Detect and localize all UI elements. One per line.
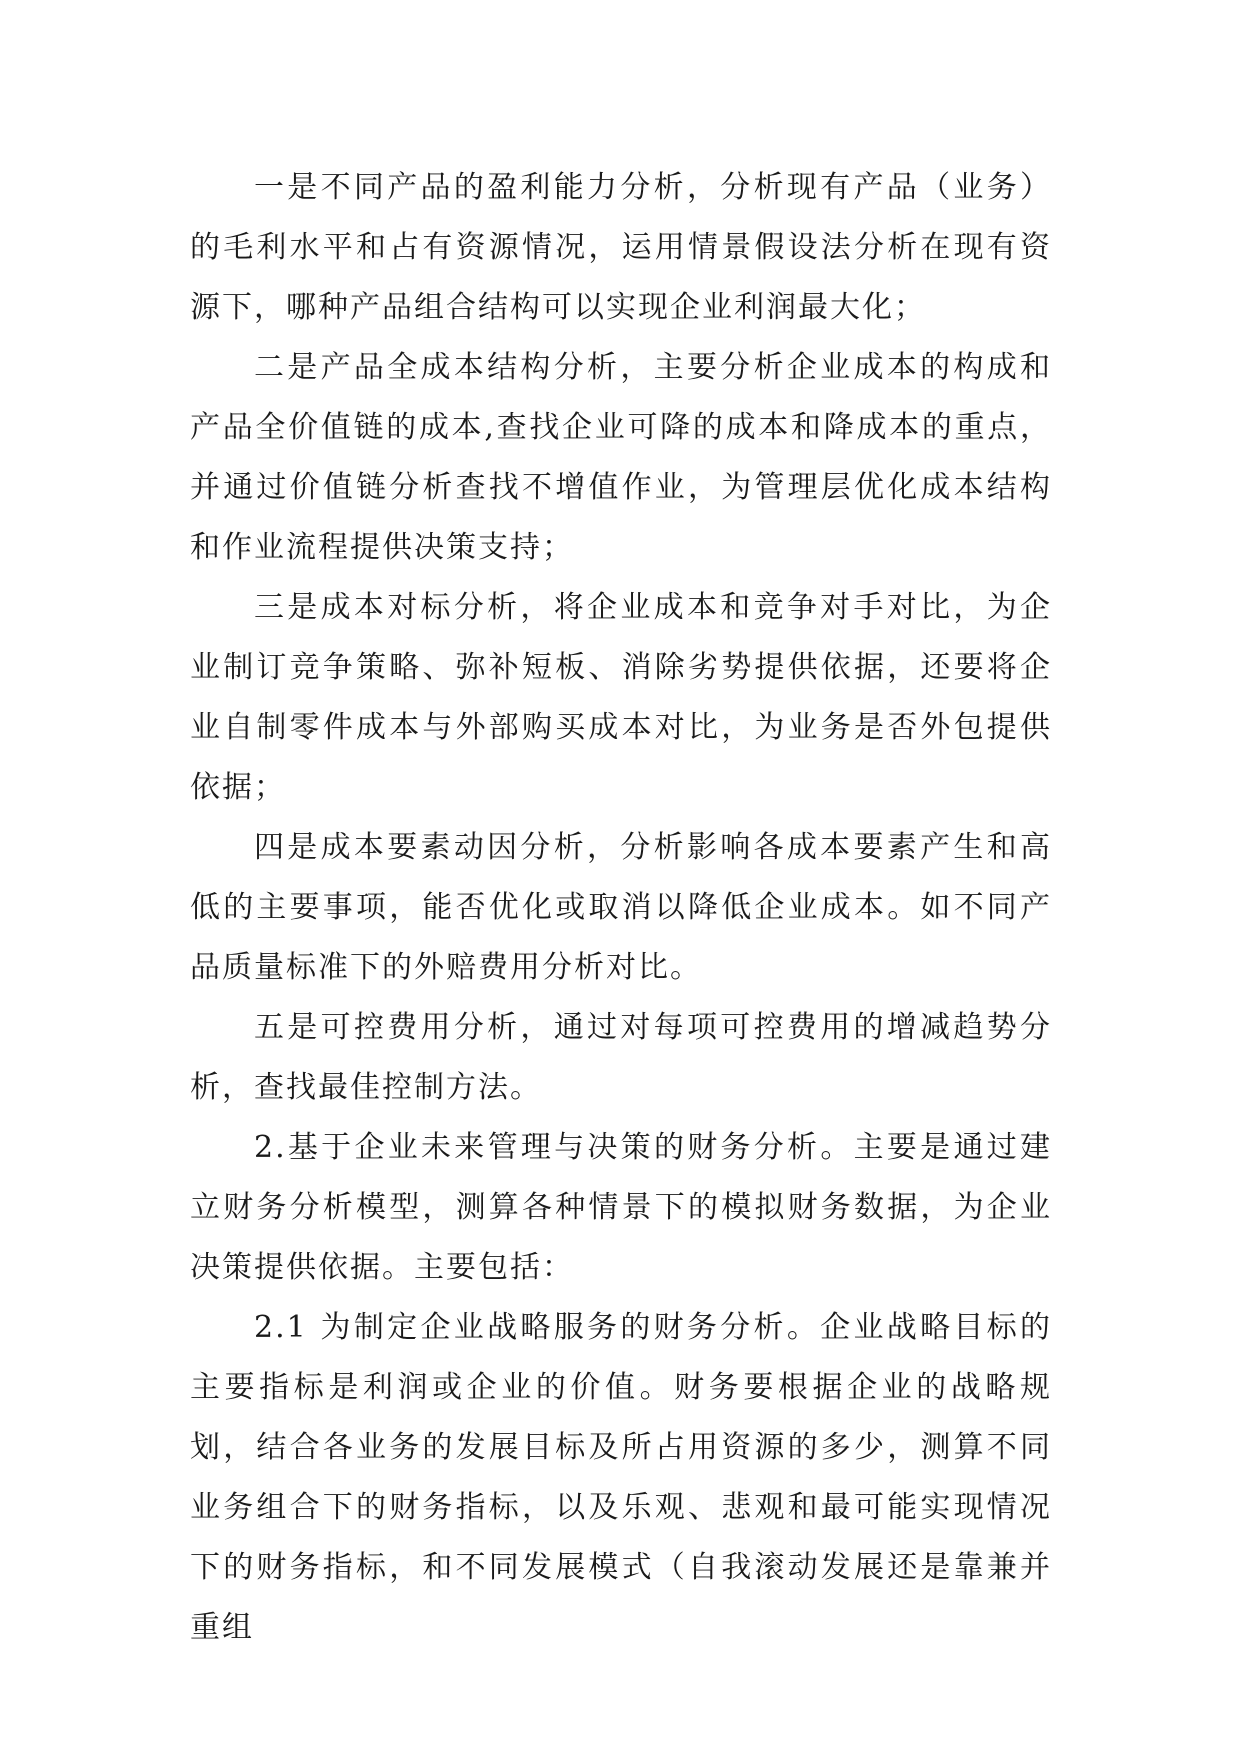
document-body: [190, 158, 1052, 1658]
paragraph-cost-driver-analysis: 四是成本要素动因分析，分析影响各成本要素产生和高低的主要事项，能否优化或取消以降低企业成本。如不同产品质量标准下的外赔费用分析对比。: [190, 830, 1052, 985]
paragraph-cost-benchmarking: 三是成本对标分析，将企业成本和竞争对手对比，为企业制订竞争策略、弥补短板、消除劣势提供依据，还要将企业自制零件成本与外部购买成本对比，为业务是否外包提供依据；: [190, 590, 1052, 805]
paragraph-full-cost-structure: 二是产品全成本结构分析，主要分析企业成本的构成和产品全价值链的成本,查找企业可降的成本和降成本的重点，并通过价值链分析查找不增值作业，为管理层优化成本结构和作业流程提供决策支持；: [190, 350, 1052, 565]
paragraph-product-profitability: 一是不同产品的盈利能力分析，分析现有产品（业务）的毛利水平和占有资源情况，运用情景假设法分析在现有资源下，哪种产品组合结构可以实现企业利润最大化；: [190, 170, 1052, 325]
paragraph-strategy-analysis: 2.1 为制定企业战略服务的财务分析。企业战略目标的主要指标是利润或企业的价值。财务要根据企业的战略规划，结合各业务的发展目标及所占用资源的多少，测算不同业务组合下的财务指标，以及乐观、悲观和最可能实现情况下的财务指标，和不同发展模式（自我滚动发展还是靠兼并重组: [190, 1310, 1052, 1645]
paragraph-future-decision-analysis: 2.基于企业未来管理与决策的财务分析。主要是通过建立财务分析模型，测算各种情景下的模拟财务数据，为企业决策提供依据。主要包括：: [190, 1130, 1052, 1285]
paragraph-controllable-expense: 五是可控费用分析，通过对每项可控费用的增减趋势分析，查找最佳控制方法。: [190, 1010, 1052, 1105]
